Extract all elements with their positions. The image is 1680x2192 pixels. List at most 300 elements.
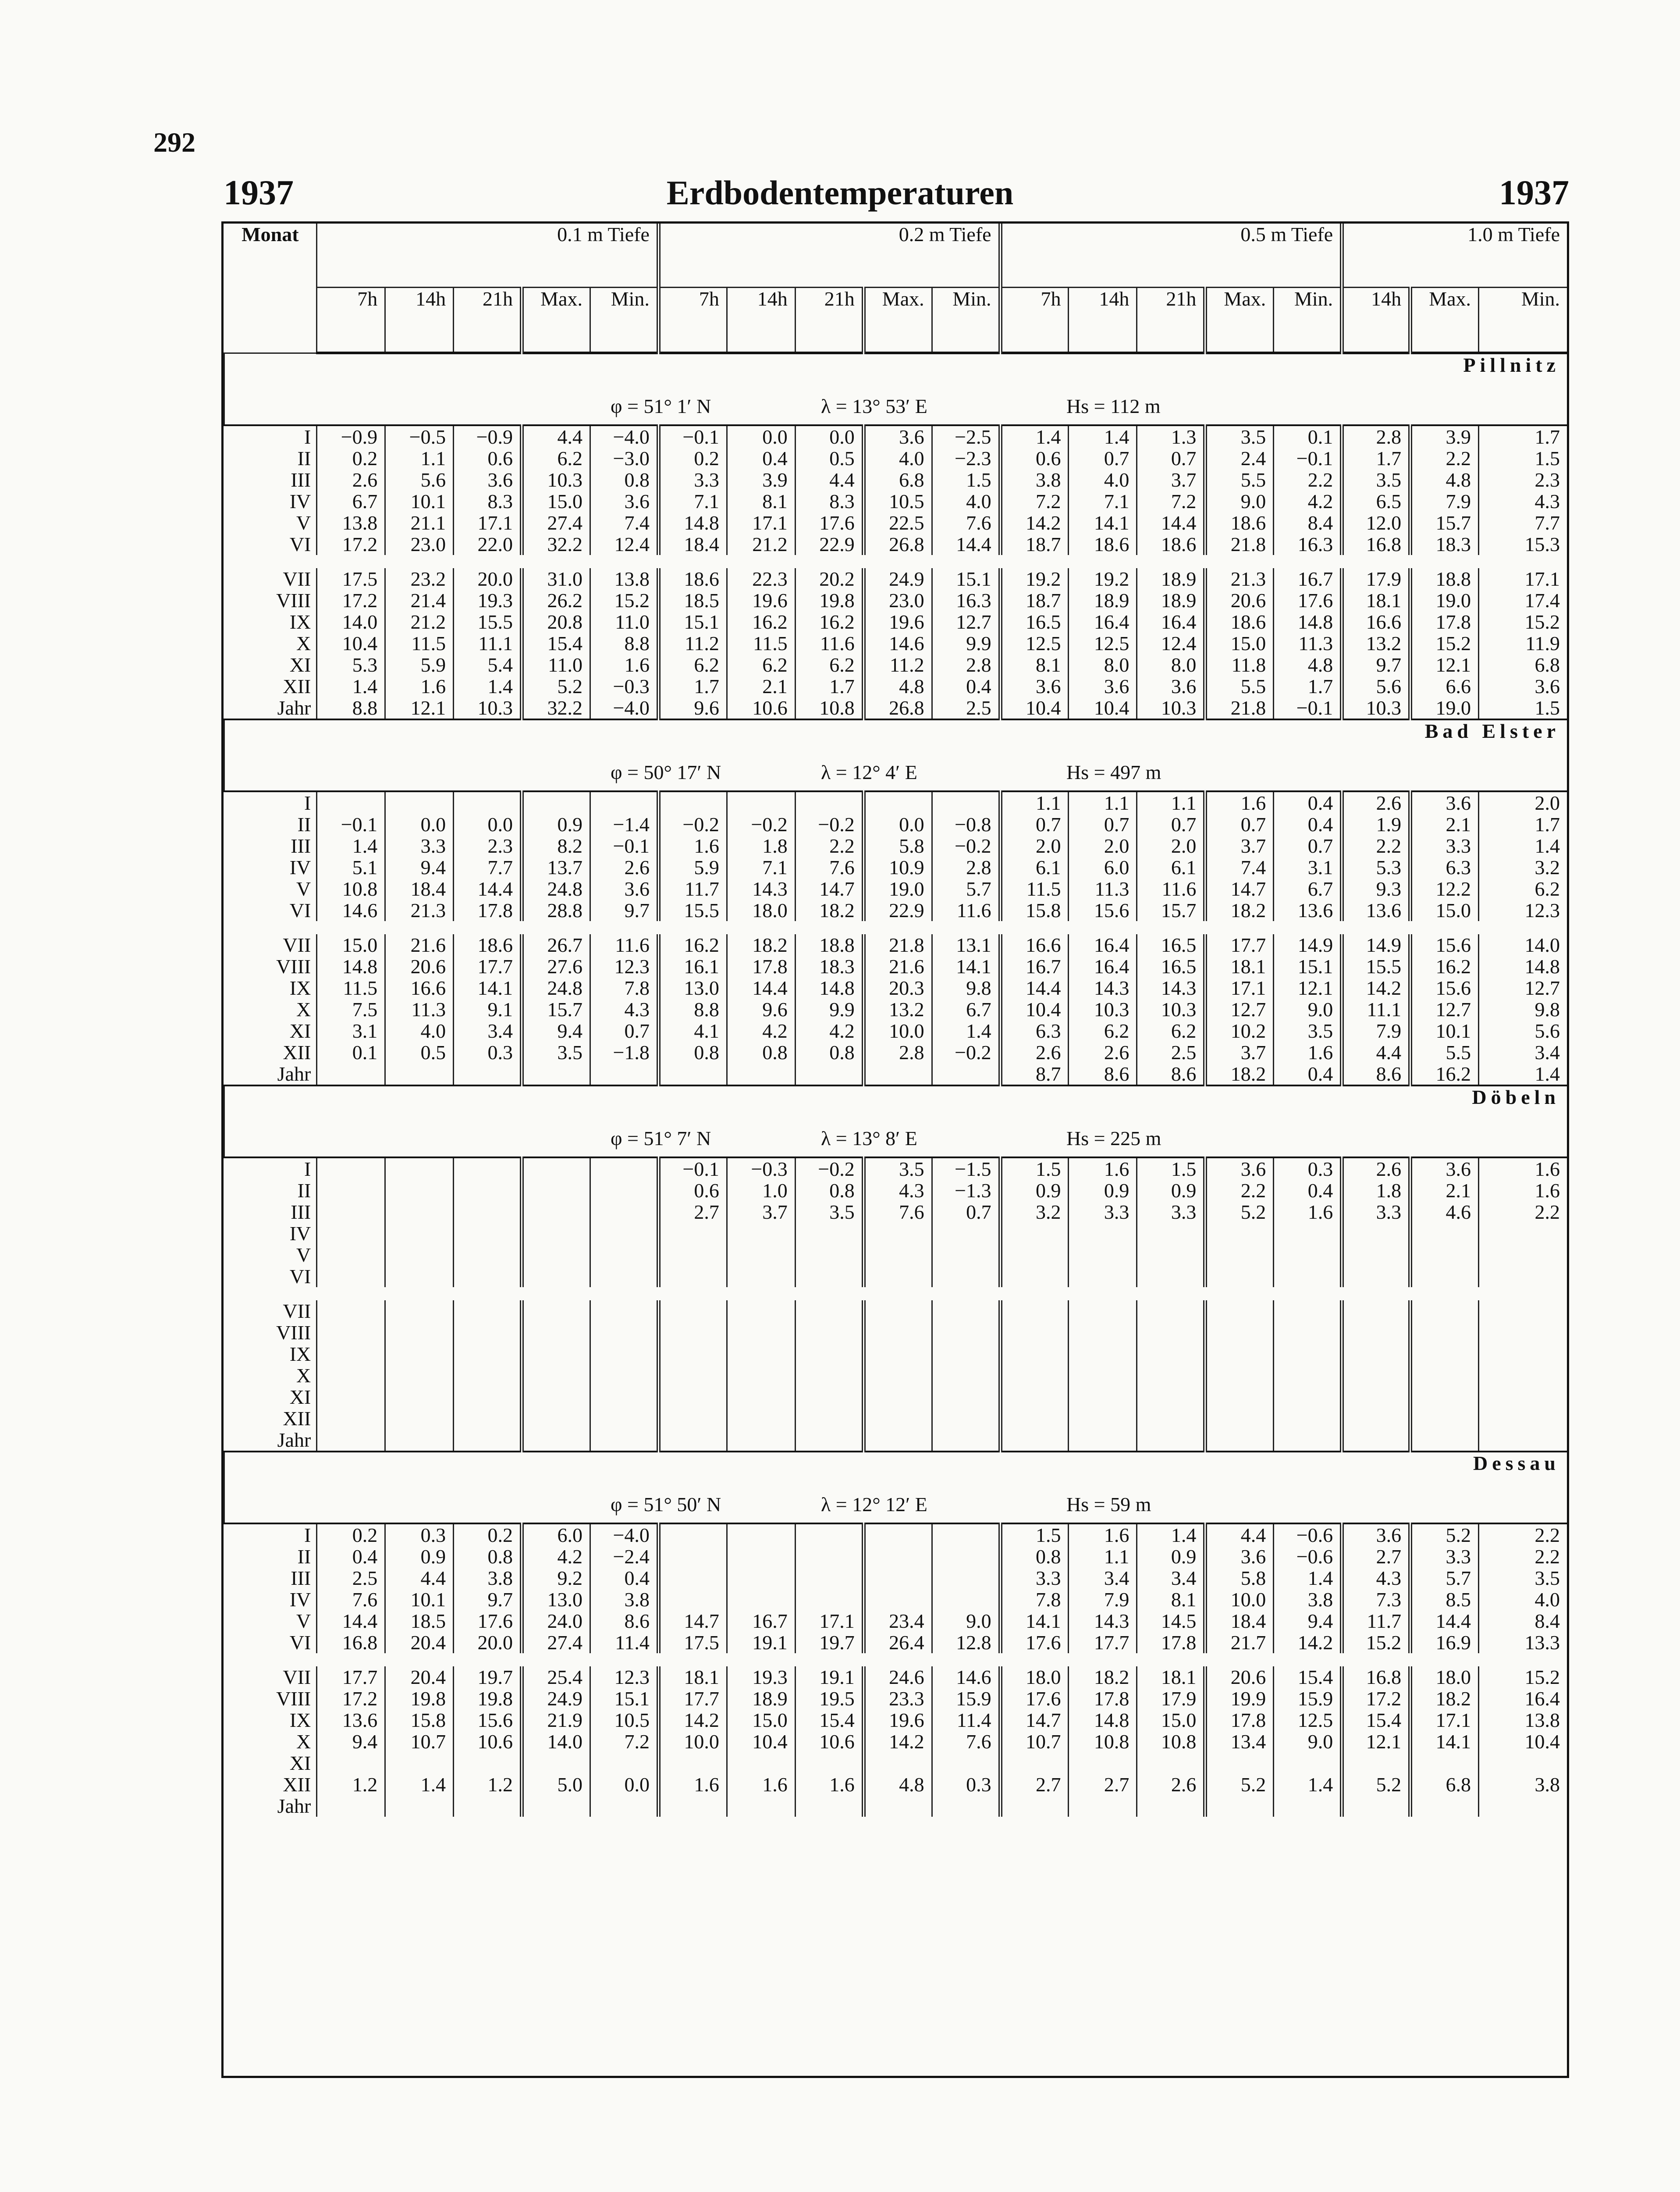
table-cell: 14.7 bbox=[1205, 878, 1274, 900]
table-cell: −0.1 bbox=[317, 814, 385, 835]
table-cell: 0.4 bbox=[317, 1546, 385, 1567]
spacer bbox=[795, 1653, 863, 1666]
table-cell bbox=[1205, 1223, 1274, 1244]
table-cell: 16.3 bbox=[932, 590, 1000, 611]
table-cell: 11.5 bbox=[727, 633, 795, 654]
spacer bbox=[658, 921, 727, 934]
table-cell: 6.8 bbox=[1410, 1774, 1479, 1795]
table-row bbox=[224, 1731, 1567, 1752]
table-cell: 25.4 bbox=[522, 1666, 590, 1688]
table-cell: 12.8 bbox=[932, 1632, 1000, 1653]
table-cell bbox=[317, 1795, 385, 1817]
table-row bbox=[224, 448, 1567, 469]
table-cell bbox=[522, 1157, 590, 1180]
month-label: I bbox=[304, 792, 311, 814]
table-cell: 17.7 bbox=[1205, 934, 1274, 956]
table-row bbox=[224, 1223, 1567, 1244]
table-cell bbox=[1274, 1795, 1342, 1817]
table-cell: 2.5 bbox=[317, 1567, 385, 1589]
table-cell bbox=[795, 1365, 863, 1386]
table-cell: 4.8 bbox=[1274, 654, 1342, 676]
col-header: Max. bbox=[1205, 287, 1274, 353]
table-cell: 0.4 bbox=[1274, 814, 1342, 835]
table-cell: 2.3 bbox=[1479, 469, 1567, 491]
table-cell: 14.2 bbox=[863, 1731, 932, 1752]
table-cell: 6.8 bbox=[863, 469, 932, 491]
table-cell: 18.1 bbox=[1137, 1666, 1205, 1688]
table-cell: 7.5 bbox=[317, 999, 385, 1020]
table-cell: 7.9 bbox=[1410, 491, 1479, 512]
table-cell: 15.2 bbox=[590, 590, 658, 611]
table-cell: 11.3 bbox=[1274, 633, 1342, 654]
table-cell bbox=[1069, 1223, 1137, 1244]
table-cell bbox=[1069, 1322, 1137, 1343]
spacer bbox=[658, 1653, 727, 1666]
table-cell: 0.3 bbox=[1274, 1157, 1342, 1180]
table-cell: 0.9 bbox=[385, 1546, 454, 1567]
table-cell bbox=[590, 1063, 658, 1085]
spacer bbox=[1274, 555, 1342, 568]
table-cell: 10.0 bbox=[1205, 1589, 1274, 1610]
table-cell: 14.4 bbox=[932, 534, 1000, 555]
table-cell: 11.4 bbox=[932, 1709, 1000, 1731]
table-cell bbox=[1410, 1386, 1479, 1408]
table-cell: 7.2 bbox=[1000, 491, 1069, 512]
table-cell bbox=[1410, 1365, 1479, 1386]
table-cell: 13.1 bbox=[932, 934, 1000, 956]
table-cell: 19.8 bbox=[454, 1688, 522, 1709]
table-cell bbox=[863, 1322, 932, 1343]
spacer bbox=[522, 921, 590, 934]
table-cell bbox=[932, 1266, 1000, 1287]
table-cell: 0.0 bbox=[727, 425, 795, 448]
station-lat: φ = 51° 50′ N bbox=[611, 1493, 721, 1516]
spacer bbox=[932, 921, 1000, 934]
table-cell bbox=[932, 1322, 1000, 1343]
table-cell: 3.1 bbox=[1274, 857, 1342, 878]
table-cell: 14.3 bbox=[1069, 1610, 1137, 1632]
table-cell bbox=[590, 1365, 658, 1386]
month-label: II bbox=[297, 1546, 311, 1567]
table-cell bbox=[863, 1343, 932, 1365]
table-cell: 21.6 bbox=[385, 934, 454, 956]
table-cell bbox=[454, 1408, 522, 1429]
table-cell: 15.1 bbox=[1274, 956, 1342, 977]
table-cell bbox=[795, 1223, 863, 1244]
table-cell bbox=[454, 791, 522, 814]
table-cell: 1.1 bbox=[1137, 791, 1205, 814]
table-cell: 16.8 bbox=[317, 1632, 385, 1653]
table-cell: 3.8 bbox=[454, 1567, 522, 1589]
table-cell: 4.2 bbox=[1274, 491, 1342, 512]
table-cell: 3.3 bbox=[1410, 835, 1479, 857]
table-cell bbox=[727, 1429, 795, 1452]
table-row bbox=[224, 999, 1567, 1020]
table-cell: 9.6 bbox=[727, 999, 795, 1020]
spacer bbox=[590, 555, 658, 568]
table-cell: 0.5 bbox=[385, 1042, 454, 1063]
table-cell: 15.9 bbox=[932, 1688, 1000, 1709]
spacer bbox=[317, 555, 385, 568]
month-label: II bbox=[297, 1180, 311, 1201]
table-cell: 14.3 bbox=[727, 878, 795, 900]
table-cell: 3.5 bbox=[863, 1157, 932, 1180]
table-cell: 19.6 bbox=[863, 1709, 932, 1731]
table-cell: 7.6 bbox=[795, 857, 863, 878]
table-cell: 0.9 bbox=[1000, 1180, 1069, 1201]
table-cell: 10.0 bbox=[863, 1020, 932, 1042]
table-cell bbox=[932, 791, 1000, 814]
table-cell: 31.0 bbox=[522, 568, 590, 590]
table-cell: 2.2 bbox=[1342, 835, 1410, 857]
table-cell: 10.6 bbox=[454, 1731, 522, 1752]
table-cell: 6.0 bbox=[522, 1523, 590, 1546]
table-cell: 21.1 bbox=[385, 512, 454, 534]
table-cell: 5.6 bbox=[1342, 676, 1410, 697]
table-cell: 13.6 bbox=[317, 1709, 385, 1731]
station-lon: λ = 13° 8′ E bbox=[821, 1127, 917, 1149]
year-right: 1937 bbox=[1499, 174, 1569, 212]
table-row bbox=[224, 1589, 1567, 1610]
table-cell: 16.1 bbox=[658, 956, 727, 977]
table-cell: 2.2 bbox=[1479, 1523, 1567, 1546]
table-cell: 5.2 bbox=[1205, 1774, 1274, 1795]
table-cell: 5.2 bbox=[1205, 1201, 1274, 1223]
table-cell: −0.1 bbox=[658, 425, 727, 448]
table-cell: −0.1 bbox=[1274, 697, 1342, 719]
table-cell: 10.3 bbox=[1137, 999, 1205, 1020]
table-cell bbox=[863, 1266, 932, 1287]
table-cell: 15.6 bbox=[454, 1709, 522, 1731]
table-cell: 27.4 bbox=[522, 512, 590, 534]
table-cell bbox=[727, 1266, 795, 1287]
table-cell bbox=[1000, 1343, 1069, 1365]
table-cell: 19.1 bbox=[727, 1632, 795, 1653]
table-cell: 17.5 bbox=[658, 1632, 727, 1653]
table-cell bbox=[522, 1201, 590, 1223]
table-cell bbox=[1137, 1365, 1205, 1386]
table-cell bbox=[385, 1157, 454, 1180]
table-cell: 12.5 bbox=[1274, 1709, 1342, 1731]
spacer bbox=[1000, 555, 1069, 568]
table-cell: 0.8 bbox=[795, 1042, 863, 1063]
table-cell: 23.4 bbox=[863, 1610, 932, 1632]
table-cell bbox=[522, 1343, 590, 1365]
spacer bbox=[1479, 921, 1567, 934]
table-cell bbox=[454, 1180, 522, 1201]
table-cell bbox=[522, 1266, 590, 1287]
depth-header-0-2: 0.2 m Tiefe bbox=[658, 224, 1000, 287]
table-row bbox=[224, 1042, 1567, 1063]
spacer bbox=[1000, 921, 1069, 934]
table-cell bbox=[1137, 1322, 1205, 1343]
table-cell: −0.1 bbox=[590, 835, 658, 857]
table-row bbox=[224, 934, 1567, 956]
table-cell: −4.0 bbox=[590, 425, 658, 448]
table-cell: −0.5 bbox=[385, 425, 454, 448]
table-row bbox=[224, 491, 1567, 512]
table-cell: 3.5 bbox=[1342, 469, 1410, 491]
table-cell: 17.7 bbox=[658, 1688, 727, 1709]
spacer bbox=[727, 1653, 795, 1666]
table-cell: 18.1 bbox=[658, 1666, 727, 1688]
table-cell: 14.1 bbox=[932, 956, 1000, 977]
table-cell: −0.1 bbox=[1274, 448, 1342, 469]
table-cell bbox=[1205, 1266, 1274, 1287]
table-cell: 9.8 bbox=[932, 977, 1000, 999]
table-cell bbox=[1000, 1386, 1069, 1408]
table-cell bbox=[1479, 1386, 1567, 1408]
table-cell: 11.7 bbox=[1342, 1610, 1410, 1632]
table-cell bbox=[727, 1322, 795, 1343]
spacer bbox=[1137, 921, 1205, 934]
spacer bbox=[1069, 1287, 1137, 1300]
table-cell: 7.6 bbox=[317, 1589, 385, 1610]
table-row bbox=[224, 1546, 1567, 1567]
table-cell bbox=[385, 1752, 454, 1774]
month-label: VI bbox=[289, 900, 311, 921]
table-cell: 7.7 bbox=[454, 857, 522, 878]
table-cell: 0.9 bbox=[1137, 1180, 1205, 1201]
table-cell: 1.5 bbox=[1000, 1523, 1069, 1546]
table-cell: 15.7 bbox=[1137, 900, 1205, 921]
table-row bbox=[224, 1266, 1567, 1287]
table-cell: 11.2 bbox=[863, 654, 932, 676]
table-cell: 15.4 bbox=[1274, 1666, 1342, 1688]
spacer bbox=[1205, 1287, 1274, 1300]
table-cell bbox=[1000, 1365, 1069, 1386]
table-cell bbox=[522, 1180, 590, 1201]
table-cell: 19.8 bbox=[385, 1688, 454, 1709]
table-cell: 17.8 bbox=[1137, 1632, 1205, 1653]
table-cell: 0.9 bbox=[1137, 1546, 1205, 1567]
spacer bbox=[385, 1653, 454, 1666]
table-cell: 14.9 bbox=[1274, 934, 1342, 956]
table-cell bbox=[795, 1322, 863, 1343]
table-cell: 3.6 bbox=[1205, 1546, 1274, 1567]
table-cell: 16.2 bbox=[1410, 1063, 1479, 1085]
station-coordinates bbox=[224, 389, 1567, 425]
table-cell: 17.8 bbox=[727, 956, 795, 977]
table-cell: 1.4 bbox=[317, 676, 385, 697]
table-cell bbox=[1342, 1752, 1410, 1774]
table-cell bbox=[1274, 1386, 1342, 1408]
table-cell: 1.6 bbox=[1069, 1157, 1137, 1180]
table-cell bbox=[1137, 1266, 1205, 1287]
table-cell: 0.2 bbox=[317, 1523, 385, 1546]
table-cell: −0.9 bbox=[317, 425, 385, 448]
col-header: Max. bbox=[522, 287, 590, 353]
spacer bbox=[522, 1653, 590, 1666]
table-cell: 32.2 bbox=[522, 697, 590, 719]
table-cell: 17.1 bbox=[795, 1610, 863, 1632]
spacer bbox=[522, 555, 590, 568]
table-cell: 1.3 bbox=[1137, 425, 1205, 448]
table-row bbox=[224, 1180, 1567, 1201]
table-cell bbox=[385, 1795, 454, 1817]
table-cell: 15.2 bbox=[1342, 1632, 1410, 1653]
table-cell bbox=[1410, 1266, 1479, 1287]
table-cell bbox=[727, 1343, 795, 1365]
spacer bbox=[1342, 1653, 1410, 1666]
table-cell bbox=[454, 1063, 522, 1085]
table-cell: 3.6 bbox=[1342, 1523, 1410, 1546]
table-cell: 18.3 bbox=[1410, 534, 1479, 555]
month-label: VII bbox=[283, 1666, 311, 1688]
table-cell: 0.1 bbox=[317, 1042, 385, 1063]
table-cell: 0.4 bbox=[1274, 1180, 1342, 1201]
month-label: Jahr bbox=[277, 1063, 311, 1085]
month-label: XI bbox=[289, 1752, 311, 1774]
table-row bbox=[224, 654, 1567, 676]
table-cell bbox=[385, 1343, 454, 1365]
table-cell: 10.3 bbox=[1137, 697, 1205, 719]
spacer bbox=[863, 555, 932, 568]
table-cell: 16.8 bbox=[1342, 1666, 1410, 1688]
table-cell: 7.6 bbox=[932, 512, 1000, 534]
table-cell: 16.2 bbox=[727, 611, 795, 633]
spacer bbox=[590, 1653, 658, 1666]
table-row bbox=[224, 1666, 1567, 1688]
table-cell: 6.1 bbox=[1137, 857, 1205, 878]
table-cell bbox=[590, 1180, 658, 1201]
table-cell: 18.9 bbox=[1137, 590, 1205, 611]
table-cell bbox=[590, 1223, 658, 1244]
table-cell: 13.4 bbox=[1205, 1731, 1274, 1752]
month-label: XII bbox=[283, 1408, 311, 1429]
table-cell: 18.9 bbox=[1137, 568, 1205, 590]
table-cell bbox=[317, 791, 385, 814]
table-cell: 22.9 bbox=[863, 900, 932, 921]
table-cell bbox=[522, 1223, 590, 1244]
table-cell: 1.6 bbox=[795, 1774, 863, 1795]
station-lat: φ = 50° 17′ N bbox=[611, 761, 721, 783]
table-cell bbox=[317, 1063, 385, 1085]
table-cell: 4.2 bbox=[727, 1020, 795, 1042]
table-cell: −0.3 bbox=[590, 676, 658, 697]
table-cell: 9.7 bbox=[1342, 654, 1410, 676]
table-cell: 7.2 bbox=[1137, 491, 1205, 512]
table-cell: 2.1 bbox=[1410, 1180, 1479, 1201]
table-cell: 13.2 bbox=[1342, 633, 1410, 654]
table-cell: 6.6 bbox=[1410, 676, 1479, 697]
table-cell: 19.1 bbox=[795, 1666, 863, 1688]
table-cell: 12.1 bbox=[1342, 1731, 1410, 1752]
spacer bbox=[1410, 921, 1479, 934]
spacer bbox=[727, 921, 795, 934]
table-cell: 11.2 bbox=[658, 633, 727, 654]
table-cell: 10.8 bbox=[1069, 1731, 1137, 1752]
table-cell: 9.2 bbox=[522, 1567, 590, 1589]
table-cell: 14.6 bbox=[863, 633, 932, 654]
table-cell: 10.8 bbox=[317, 878, 385, 900]
table-cell: 3.5 bbox=[795, 1201, 863, 1223]
table-cell bbox=[1479, 1244, 1567, 1266]
table-cell: 17.6 bbox=[454, 1610, 522, 1632]
table-cell bbox=[1274, 1223, 1342, 1244]
table-cell bbox=[1000, 1300, 1069, 1322]
table-cell: 10.1 bbox=[385, 1589, 454, 1610]
table-cell: 20.6 bbox=[385, 956, 454, 977]
month-label: VI bbox=[289, 534, 311, 555]
table-cell: 10.4 bbox=[1069, 697, 1137, 719]
table-cell: −0.8 bbox=[932, 814, 1000, 835]
col-header: Min. bbox=[1479, 287, 1567, 353]
month-label: IX bbox=[289, 1709, 311, 1731]
table-cell bbox=[795, 1063, 863, 1085]
table-row bbox=[224, 1429, 1567, 1452]
table-cell: 10.8 bbox=[1137, 1731, 1205, 1752]
table-cell: 14.8 bbox=[795, 977, 863, 999]
table-cell bbox=[658, 1589, 727, 1610]
table-cell bbox=[932, 1343, 1000, 1365]
table-cell bbox=[863, 1429, 932, 1452]
table-cell: 9.9 bbox=[795, 999, 863, 1020]
table-cell: 2.7 bbox=[1000, 1774, 1069, 1795]
table-cell: 24.9 bbox=[522, 1688, 590, 1709]
table-cell: 10.9 bbox=[863, 857, 932, 878]
table-cell: 1.5 bbox=[1479, 697, 1567, 719]
table-cell: 2.6 bbox=[1137, 1774, 1205, 1795]
table-cell: 18.4 bbox=[658, 534, 727, 555]
table-cell: 3.6 bbox=[1410, 1157, 1479, 1180]
table-cell bbox=[1342, 1266, 1410, 1287]
table-cell bbox=[932, 1386, 1000, 1408]
table-cell: 0.0 bbox=[863, 814, 932, 835]
table-cell: 14.5 bbox=[1137, 1610, 1205, 1632]
table-cell bbox=[1069, 1408, 1137, 1429]
table-cell: 7.4 bbox=[1205, 857, 1274, 878]
table-row bbox=[224, 512, 1567, 534]
table-cell: 22.3 bbox=[727, 568, 795, 590]
station-name: Dessau bbox=[224, 1452, 1567, 1487]
table-cell: 7.2 bbox=[590, 1731, 658, 1752]
table-row bbox=[224, 1795, 1567, 1817]
table-cell bbox=[1000, 1266, 1069, 1287]
table-cell: 9.0 bbox=[932, 1610, 1000, 1632]
table-cell: 1.1 bbox=[1000, 791, 1069, 814]
table-cell: 0.6 bbox=[658, 1180, 727, 1201]
table-cell bbox=[1274, 1752, 1342, 1774]
table-cell: 4.3 bbox=[1342, 1567, 1410, 1589]
table-cell: 0.9 bbox=[1069, 1180, 1137, 1201]
col-header: Min. bbox=[1274, 287, 1342, 353]
station-alt: Hs = 59 m bbox=[1066, 1493, 1151, 1516]
col-header: 21h bbox=[795, 287, 863, 353]
table-cell: 16.8 bbox=[1342, 534, 1410, 555]
table-cell: 18.1 bbox=[1205, 956, 1274, 977]
table-row bbox=[224, 611, 1567, 633]
table-cell bbox=[1137, 1300, 1205, 1322]
table-cell: 14.2 bbox=[1342, 977, 1410, 999]
month-label: VI bbox=[289, 1266, 311, 1287]
table-cell bbox=[590, 1244, 658, 1266]
table-cell bbox=[1479, 1223, 1567, 1244]
table-cell: 21.3 bbox=[385, 900, 454, 921]
table-cell: 2.1 bbox=[727, 676, 795, 697]
table-cell: 5.5 bbox=[1410, 1042, 1479, 1063]
table-cell bbox=[590, 1408, 658, 1429]
table-cell: 14.4 bbox=[317, 1610, 385, 1632]
table-row bbox=[224, 1567, 1567, 1589]
table-cell: 22.5 bbox=[863, 512, 932, 534]
table-cell bbox=[863, 1300, 932, 1322]
table-cell: 0.2 bbox=[454, 1523, 522, 1546]
table-cell: 26.4 bbox=[863, 1632, 932, 1653]
table-cell: 8.0 bbox=[1069, 654, 1137, 676]
table-cell bbox=[658, 1408, 727, 1429]
table-cell: 18.5 bbox=[385, 1610, 454, 1632]
